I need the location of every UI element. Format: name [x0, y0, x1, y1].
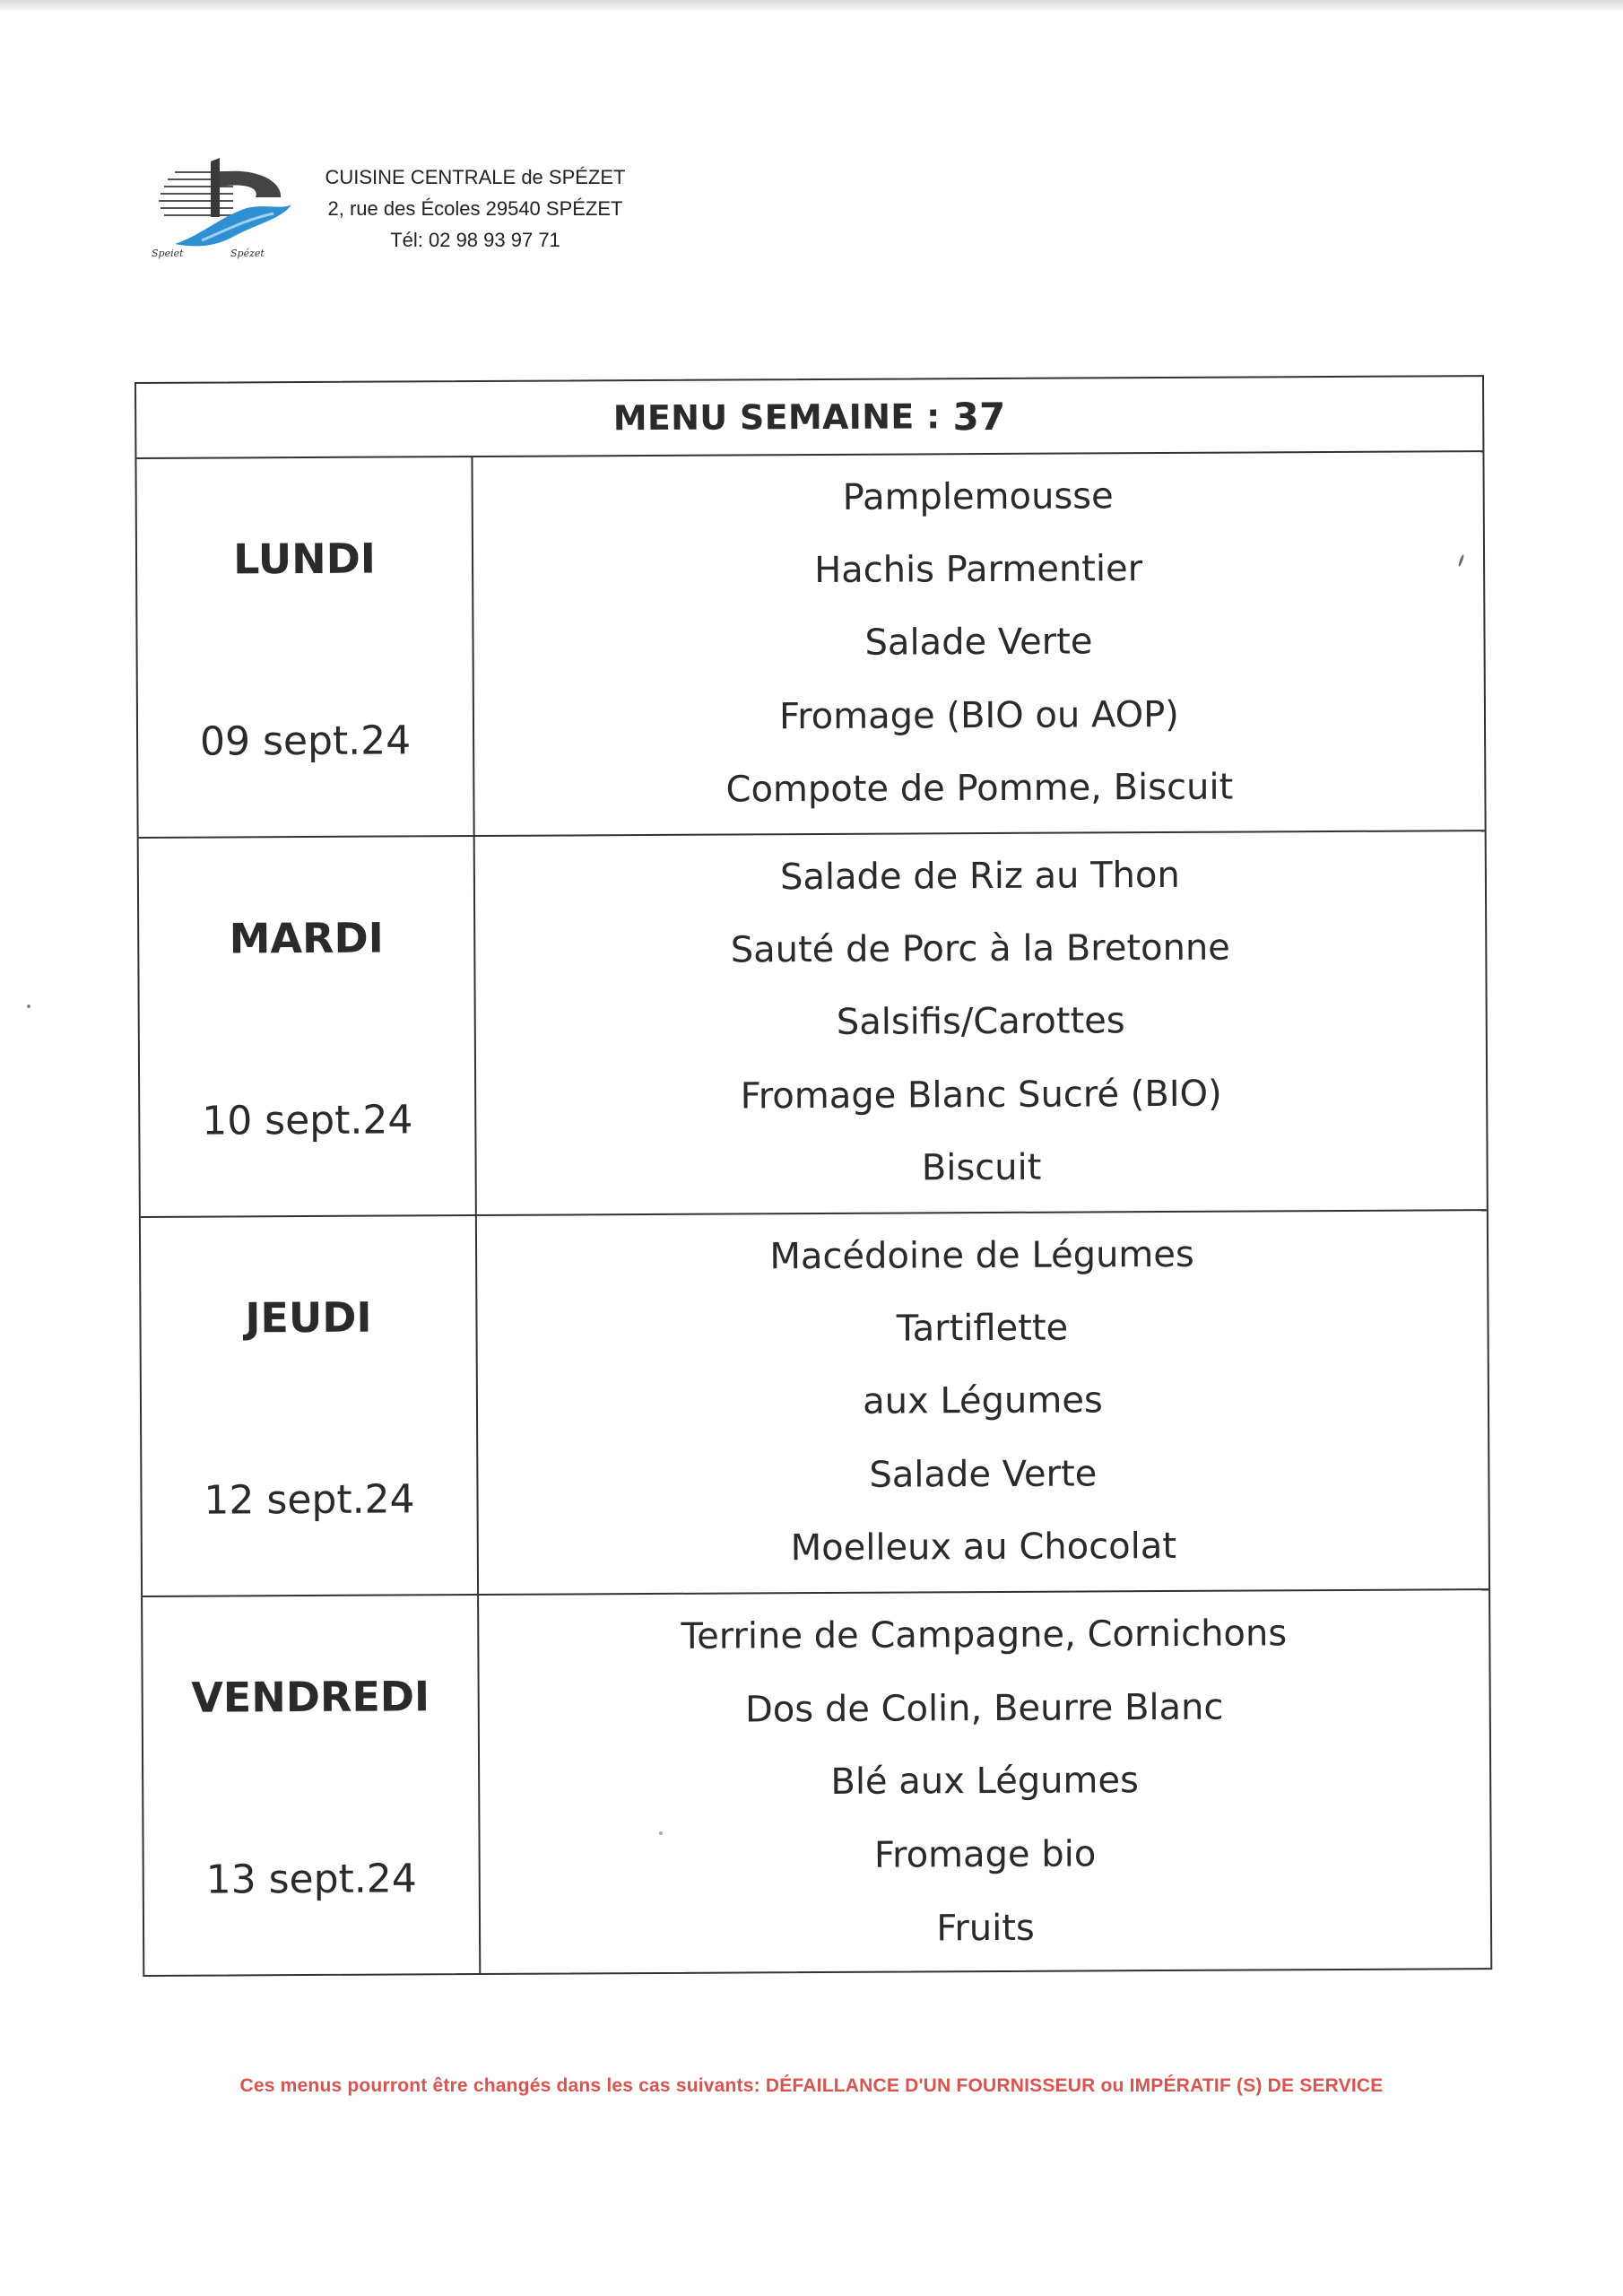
day-row-mardi: [139, 831, 1487, 1218]
dish-list: [475, 831, 1487, 1214]
footer-note: Ces menus pourront être changés dans les cas suivants: DÉFAILLANCE D'UN FOURNISSEUR ou IMPÉRATIF (S) DE SERVICE: [239, 2075, 1384, 2096]
dish: Salade Verte: [864, 621, 1093, 665]
dish: aux Légumes: [863, 1379, 1103, 1423]
dish-list: [477, 1211, 1488, 1594]
day-cell: [136, 457, 474, 837]
dish-list: [479, 1590, 1490, 1975]
day-date: 10 sept.24: [202, 1097, 413, 1144]
dish: Salsifis/Carottes: [836, 1000, 1125, 1044]
scan-edge: [0, 0, 1623, 13]
dish: Biscuit: [921, 1146, 1042, 1189]
dish: Compote de Pomme, Biscuit: [725, 766, 1234, 811]
day-name: LUNDI: [232, 534, 377, 584]
org-address: 2, rue des Écoles 29540 SPÉZET: [327, 197, 623, 220]
dish: Sauté de Porc à la Bretonne: [730, 926, 1230, 971]
menu-header: [136, 377, 1482, 459]
dish: Moelleux au Chocolat: [790, 1526, 1177, 1570]
dish: Blé aux Légumes: [830, 1760, 1140, 1804]
day-name: JEUDI: [245, 1292, 372, 1343]
day-cell: [143, 1596, 481, 1977]
scan-speck: [27, 1004, 30, 1008]
dish: Macédoine de Légumes: [769, 1233, 1194, 1277]
day-date: 09 sept.24: [199, 718, 412, 765]
header-info: [305, 161, 646, 256]
dish: Salade Verte: [869, 1453, 1098, 1496]
dish: Terrine de Campagne, Cornichons: [681, 1613, 1288, 1657]
dish: Fromage (BIO ou AOP): [778, 693, 1179, 738]
day-cell: [139, 837, 477, 1216]
day-row-vendredi: [143, 1590, 1490, 1977]
dish: Fromage bio: [873, 1833, 1097, 1876]
logo-text-left: Speiet: [152, 248, 184, 259]
dish: Dos de Colin, Beurre Blanc: [744, 1686, 1224, 1731]
day-name: MARDI: [229, 913, 384, 963]
day-cell: [141, 1216, 479, 1596]
logo: [148, 154, 305, 260]
week-number: 37: [952, 394, 1006, 439]
logo-text-right: Spézet: [230, 248, 265, 259]
org-phone: Tél: 02 98 93 97 71: [390, 229, 560, 251]
menu-table: [135, 375, 1492, 1977]
day-date: 13 sept.24: [205, 1856, 417, 1903]
dish: Hachis Parmentier: [814, 548, 1143, 592]
dish: Salade de Riz au Thon: [779, 854, 1180, 898]
dish-list: [473, 452, 1484, 835]
day-row-lundi: [136, 452, 1484, 839]
dish: Tartiflette: [896, 1307, 1069, 1350]
dish: Pamplemousse: [842, 474, 1114, 518]
day-row-jeudi: [141, 1211, 1488, 1597]
menu-title: MENU SEMAINE :: [612, 396, 941, 439]
day-name: VENDREDI: [191, 1672, 430, 1722]
org-name: CUISINE CENTRALE de SPÉZET: [325, 166, 626, 188]
day-date: 12 sept.24: [204, 1476, 415, 1524]
scan-speck: [659, 1831, 663, 1835]
dish: Fromage Blanc Sucré (BIO): [740, 1073, 1222, 1118]
dish: Fruits: [936, 1907, 1035, 1950]
